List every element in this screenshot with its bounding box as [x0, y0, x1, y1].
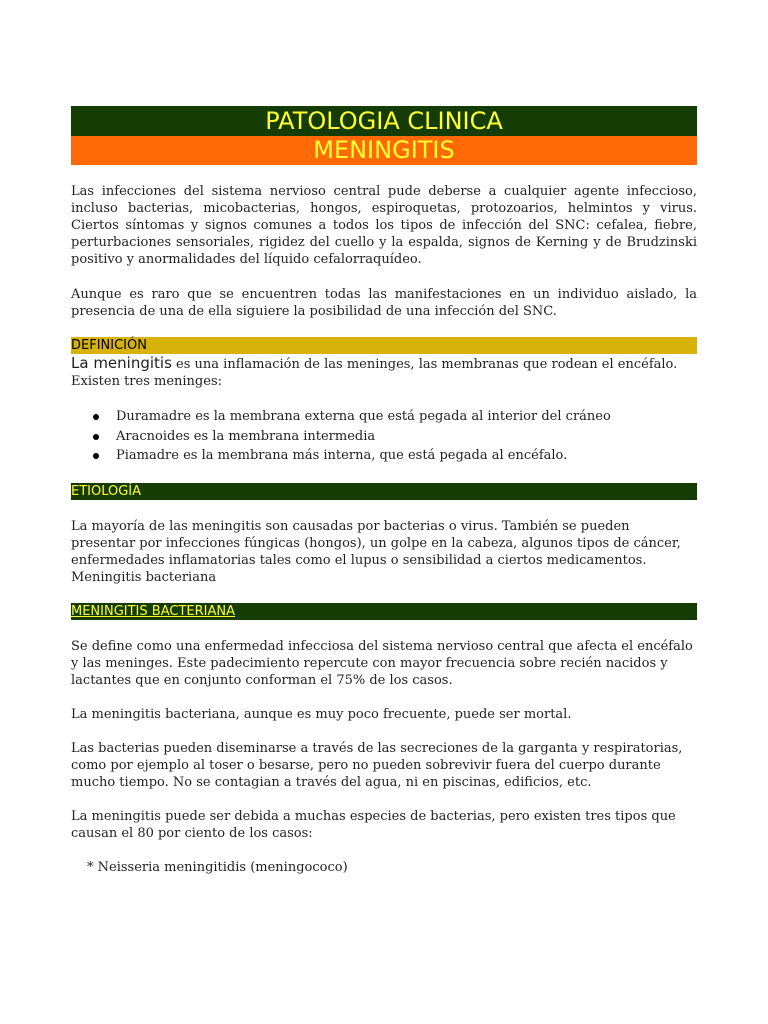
bacteria-list-item: * Neisseria meningitidis (meningococo) [87, 859, 348, 875]
list-item [71, 407, 697, 427]
bacteriana-heading-text: MENINGITIS BACTERIANA [71, 603, 235, 619]
bacteriana-heading [71, 603, 697, 620]
intro-paragraph-2: Aunque es raro que se encuentren todas las manifestaciones en un individuo aislado, la presencia de una de ella siguiere la posibilidad de una infección del SNC. [71, 287, 697, 319]
intro-paragraph-1: Las infecciones del sistema nervioso central pude deberse a cualquier agente infeccioso, incluso bacterias, micobacterias, hongos, espiroquetas, protozoarios, helmintos y virus. Ciertos síntomas y signos comunes a todos los tipos de infección del SNC: cefalea, fiebre, perturbaciones sensoriales, rigidez del cuello y la espalda, signos de Kerning y de Brudzinski positivo y anormalidades del líquido cefalorraquídeo. [71, 184, 697, 267]
list-item [71, 427, 697, 447]
document-title: PATOLOGIA CLINICA [71, 106, 697, 136]
document-content [71, 106, 697, 876]
list-item [71, 446, 697, 466]
definicion-paragraph [71, 355, 697, 390]
list-item-text: Piamadre es la membrana más interna, que está pegada al encéfalo. [116, 448, 568, 463]
meninges-list [71, 407, 697, 466]
bacteriana-paragraph-3: Las bacterias pueden diseminarse a través de las secreciones de la garganta y respiratorias, como por ejemplo al toser o besarse, pero no pueden sobrevivir fuera del cuerpo durante mucho tiempo. No se contagian a través del agua, ni en piscinas, edificios, etc. [71, 740, 683, 790]
bacteriana-paragraph-4: La meningitis puede ser debida a muchas especies de bacterias, pero existen tres tipos que causan el 80 por ciento de los casos: [71, 808, 676, 841]
definicion-text: es una inflamación de las meninges, las membranas que rodean el encéfalo. Existen tres meninges: [71, 357, 678, 389]
bacteriana-paragraph-2: La meningitis bacteriana, aunque es muy poco frecuente, puede ser mortal. [71, 706, 572, 722]
definicion-term: La meningitis [71, 354, 172, 372]
bullet-icon [93, 453, 99, 459]
etiologia-paragraph: La mayoría de las meningitis son causadas por bacterias o virus. También se pueden presentar por infecciones fúngicas (hongos), un golpe en la cabeza, algunos tipos de cáncer, enfermedades inflamatorias tales como el lupus o sensibilidad a ciertos medicamentos. [71, 518, 681, 568]
bullet-icon [93, 414, 99, 420]
list-item-text: Duramadre es la membrana externa que está pegada al interior del cráneo [116, 409, 611, 424]
bacteriana-paragraph-1: Se define como una enfermedad infecciosa del sistema nervioso central que afecta el encéfalo y las meninges. Este padecimiento repercute con mayor frecuencia sobre recién nacidos y lactantes que en conjunto conforman el 75% de los casos. [71, 638, 693, 688]
document-subtitle: MENINGITIS [71, 136, 697, 165]
bullet-icon [93, 434, 99, 440]
etiologia-heading: ETIOLOGÍA [71, 483, 697, 500]
list-item-text: Aracnoides es la membrana intermedia [116, 428, 376, 444]
definicion-heading: DEFINICIÓN [71, 337, 697, 354]
etiologia-subline: Meningitis bacteriana [71, 569, 217, 585]
